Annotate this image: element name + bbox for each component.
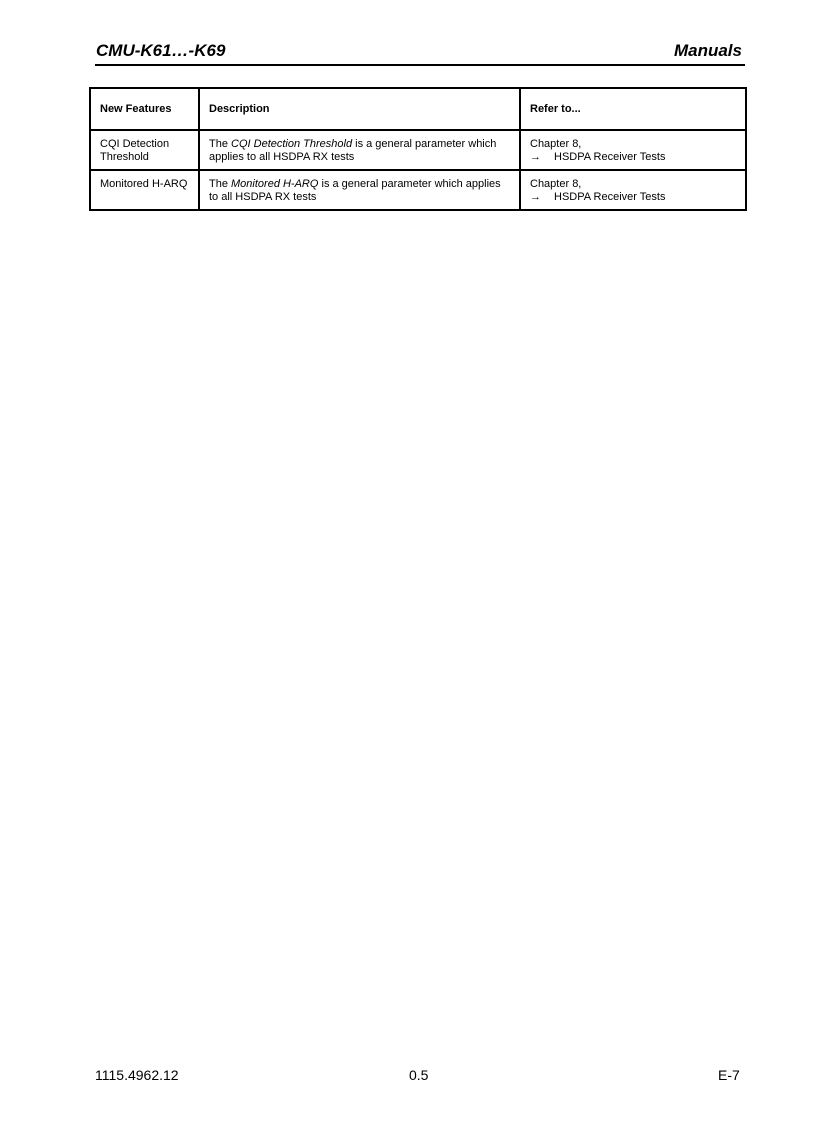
description-suffix: is a general parameter which (352, 138, 497, 150)
description-cell (199, 130, 520, 170)
description-emphasis: Monitored H-ARQ (231, 178, 319, 190)
description-line: to all HSDPA RX tests (209, 191, 317, 203)
column-header-refer-to: Refer to... (520, 88, 746, 130)
footer-version: 0.5 (409, 1067, 429, 1083)
refer-target-link[interactable]: HSDPA Receiver Tests (554, 151, 666, 163)
footer-page-number: E-7 (718, 1067, 740, 1083)
new-features-table (89, 87, 747, 211)
feature-cell (90, 130, 199, 170)
column-header-description: Description (199, 88, 520, 130)
arrow-right-icon: → (530, 151, 541, 163)
feature-name-line: CQI Detection (100, 138, 170, 150)
feature-name-line: Monitored H-ARQ (100, 178, 188, 190)
document-title: CMU-K61…-K69 (96, 41, 226, 60)
footer-document-number: 1115.4962.12 (95, 1067, 179, 1083)
refer-target-link[interactable]: HSDPA Receiver Tests (554, 191, 666, 203)
page-header (95, 41, 745, 66)
feature-cell (90, 170, 199, 210)
table-row (90, 170, 746, 210)
description-prefix: The (209, 178, 232, 190)
refer-cell (520, 130, 746, 170)
refer-cell (520, 170, 746, 210)
table-row (90, 130, 746, 170)
column-header-new-features: New Features (90, 88, 199, 130)
description-suffix: is a general parameter which applies (318, 178, 501, 190)
description-prefix: The (209, 138, 232, 150)
refer-chapter: Chapter 8, (530, 138, 582, 150)
table-header-row (90, 88, 746, 130)
feature-name-line: Threshold (100, 151, 149, 163)
arrow-right-icon: → (530, 191, 541, 203)
refer-chapter: Chapter 8, (530, 178, 582, 190)
description-cell (199, 170, 520, 210)
section-title: Manuals (673, 41, 742, 60)
description-line: applies to all HSDPA RX tests (209, 151, 355, 163)
description-emphasis: CQI Detection Threshold (231, 138, 353, 150)
